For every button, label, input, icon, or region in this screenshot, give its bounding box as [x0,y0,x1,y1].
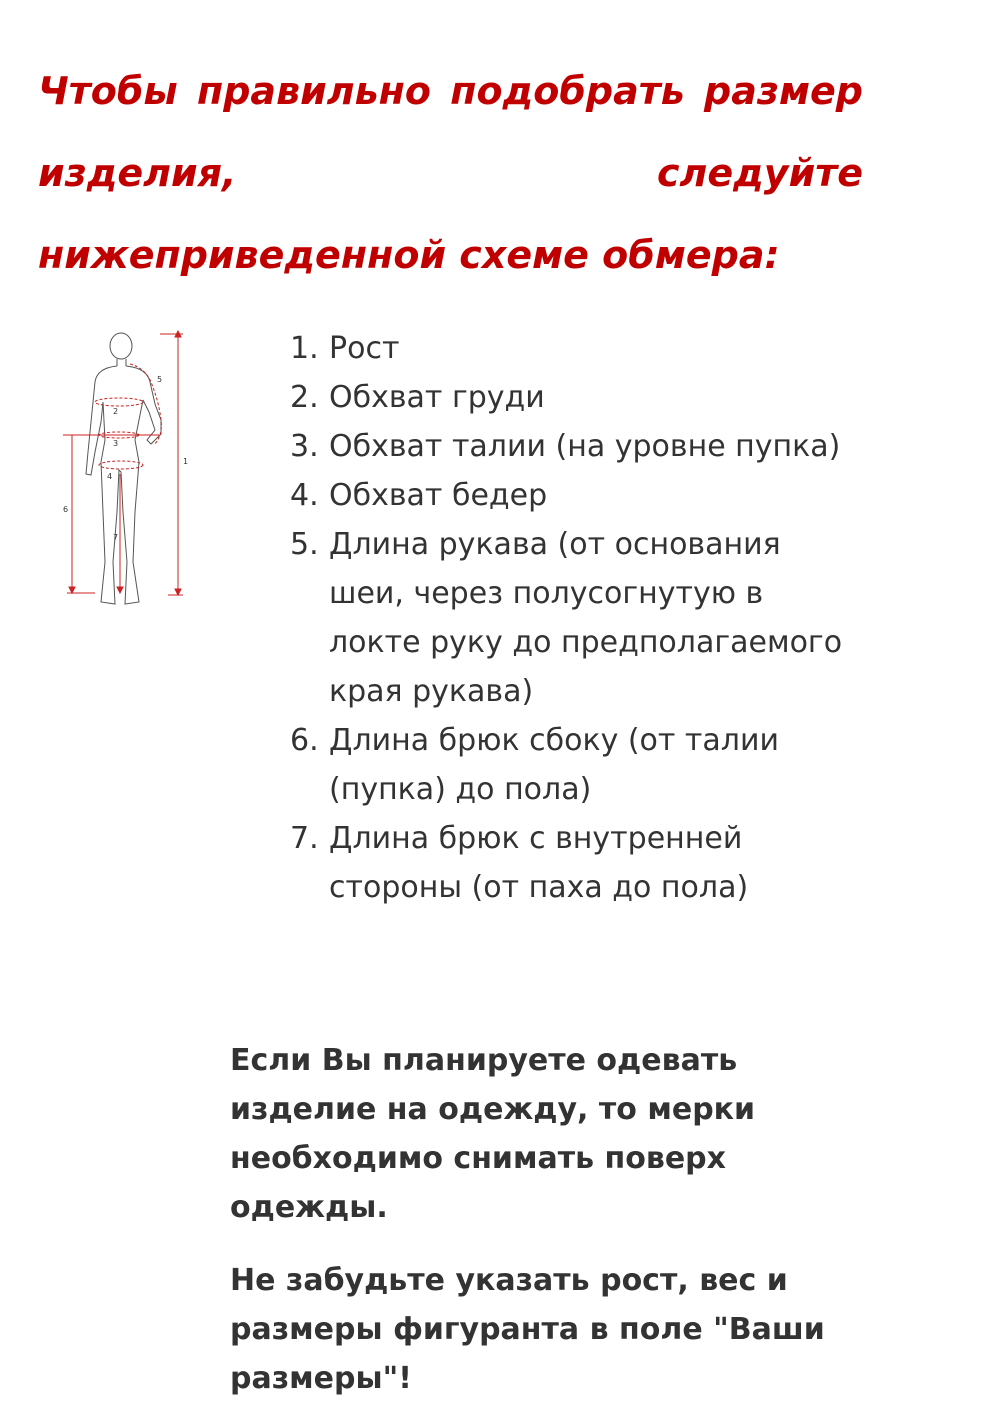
list-item [290,324,850,373]
label-side-length: 6 [63,505,69,514]
label-height: 1 [183,457,189,466]
list-item-text: Длина рукава (от основания шеи, через полусогнутую в локте руку до предполагаемого края рукава) [329,527,843,709]
list-item [290,520,850,716]
label-sleeve: 5 [157,375,163,384]
list-item-number: 5. [290,527,319,562]
list-item-text: Обхват груди [329,380,545,415]
label-waist: 3 [113,439,119,448]
page-heading: Чтобы правильно подобрать размер изделия, следуйте нижеприведенной схеме обмера: [38,69,863,277]
list-item [290,373,850,422]
list-item-number: 4. [290,478,319,513]
body-measurement-diagram [55,322,195,612]
label-hips: 4 [107,472,113,481]
measurement-list [290,324,850,912]
list-item [290,814,850,912]
list-item-number: 2. [290,380,319,415]
list-item-text: Длина брюк сбоку (от талии (пупка) до пола) [329,723,779,807]
size-reminder-note: Не забудьте указать рост, вес и размеры фигуранта в поле "Ваши размеры"! [230,1263,825,1396]
clothing-note: Если Вы планируете одевать изделие на одежду, то мерки необходимо снимать поверх одежды. [230,1043,756,1225]
list-item-text: Обхват бедер [329,478,548,513]
label-chest: 2 [113,407,119,416]
list-item [290,716,850,814]
list-item-text: Обхват талии (на уровне пупка) [329,429,841,464]
list-item-text: Рост [329,331,400,366]
list-item-number: 1. [290,331,319,366]
list-item [290,471,850,520]
list-item-number: 7. [290,821,319,856]
list-item [290,422,850,471]
human-figure-illustration [55,322,195,612]
list-item-number: 6. [290,723,319,758]
label-inseam: 7 [113,533,119,542]
list-item-text: Длина брюк с внутренней стороны (от паха до пола) [329,821,749,905]
list-item-number: 3. [290,429,319,464]
